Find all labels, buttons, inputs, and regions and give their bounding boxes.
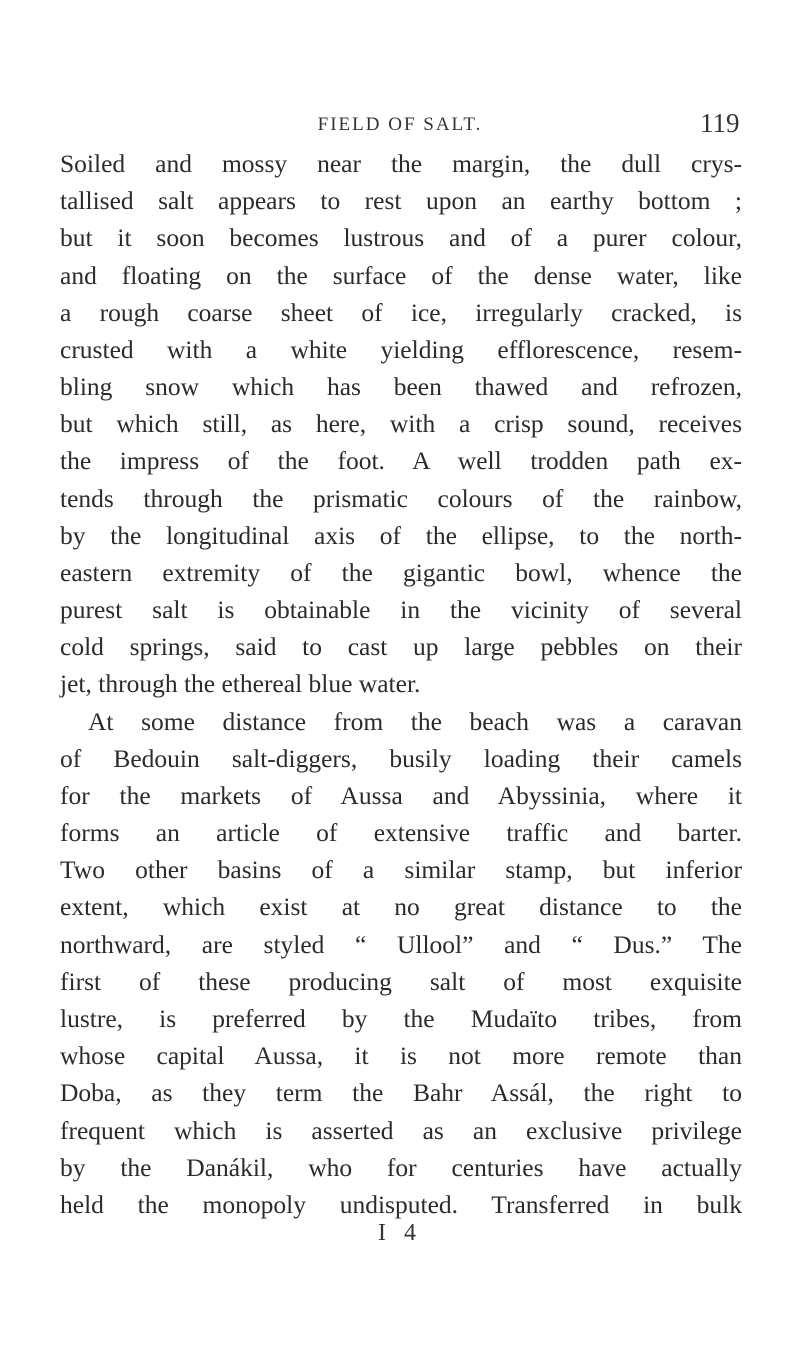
text-line: eastern extremity of the gigantic bowl, whence the xyxy=(60,558,742,587)
text-line: first of these producing salt of most exquisite xyxy=(60,967,742,996)
text-line: northward, are styled “ Ullool” and “ Dus.” The xyxy=(60,930,742,959)
text-line: extent, which exist at no great distance to the xyxy=(60,892,742,921)
text-line: tends through the prismatic colours of the rainbow, xyxy=(60,484,742,513)
text-line: of Bedouin salt-diggers, busily loading their camels xyxy=(60,744,742,773)
text-line: whose capital Aussa, it is not more remote than xyxy=(60,1041,742,1070)
text-line: bling snow which has been thawed and refrozen, xyxy=(60,372,742,401)
text-line: a rough coarse sheet of ice, irregularly cracked, is xyxy=(60,298,742,327)
text-line: Doba, as they term the Bahr Assál, the right to xyxy=(60,1078,742,1107)
paragraph-first-line: At some distance from the beach was a caravan xyxy=(88,707,742,736)
text-line: but it soon becomes lustrous and of a purer colour, xyxy=(60,223,742,252)
text-line: tallised salt appears to rest upon an earthy bottom ; xyxy=(60,186,742,215)
text-line: Two other basins of a similar stamp, but inferior xyxy=(60,855,742,884)
text-line: held the monopoly undisputed. Transferred in bulk xyxy=(60,1190,742,1219)
text-line: purest salt is obtainable in the vicinity of several xyxy=(60,595,742,624)
text-line: and floating on the surface of the dense water, like xyxy=(60,261,742,290)
text-line: but which still, as here, with a crisp sound, receives xyxy=(60,409,742,438)
text-line: by the longitudinal axis of the ellipse, to the north- xyxy=(60,521,742,550)
text-line: jet, through the ethereal blue water. xyxy=(60,669,421,698)
text-line: cold springs, said to cast up large pebbles on their xyxy=(60,632,742,661)
text-line: frequent which is asserted as an exclusive privilege xyxy=(60,1116,742,1145)
page-number: 119 xyxy=(700,108,740,138)
text-line: the impress of the foot. A well trodden path ex- xyxy=(60,446,742,475)
signature-mark: I 4 xyxy=(378,1220,422,1246)
text-line: forms an article of extensive traffic and barter. xyxy=(60,818,742,847)
text-line: Soiled and mossy near the margin, the dull crys- xyxy=(60,149,742,178)
text-line: by the Danákil, who for centuries have actually xyxy=(60,1153,742,1182)
text-line: for the markets of Aussa and Abyssinia, where it xyxy=(60,781,742,810)
text-line: lustre, is preferred by the Mudaïto tribes, from xyxy=(60,1004,742,1033)
text-line: crusted with a white yielding efflorescence, resem- xyxy=(60,335,742,364)
running-title: FIELD OF SALT. xyxy=(317,114,483,135)
